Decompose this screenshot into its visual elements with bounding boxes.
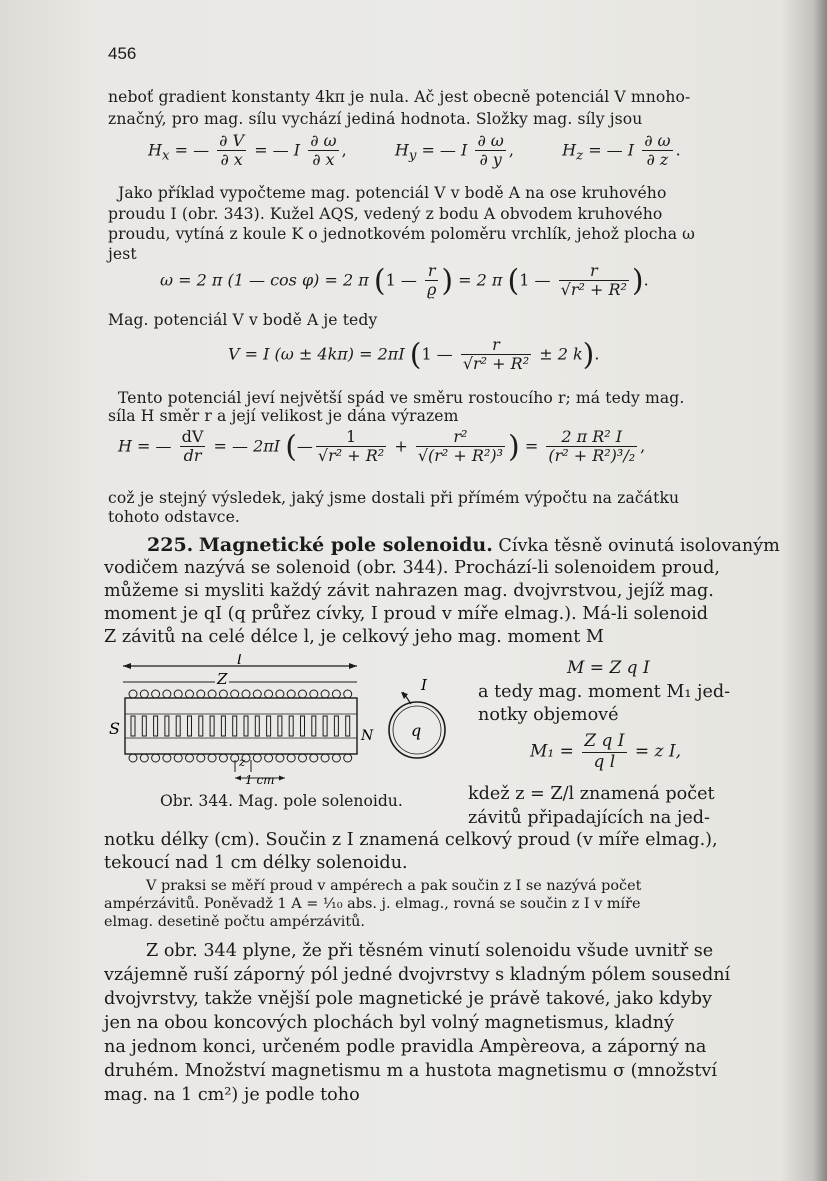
winding-top (186, 690, 194, 698)
winding-bar (233, 716, 237, 736)
coil-winding-bars (131, 716, 350, 736)
winding-bar (278, 716, 282, 736)
label-q: q (411, 721, 422, 740)
winding-bar (301, 716, 305, 736)
winding-bottom (299, 754, 307, 762)
text-line: notku délky (cm). Součin z I znamená celkový proud (v míře elmag.), (104, 830, 718, 850)
winding-bottom (287, 754, 295, 762)
winding-top (344, 690, 352, 698)
winding-bar (255, 716, 259, 736)
winding-top (321, 690, 329, 698)
equation-v: V = I (ω ± 4kπ) = 2πI (1 — $\frac{r}{\text{√r² + R²}}$ ± 2 k). (228, 335, 600, 374)
text-line: moment je qI (q průřez cívky, I proud v míře elmag.). Má-li solenoid (104, 604, 709, 624)
winding-bar (142, 716, 146, 736)
text-line: proudu, vytíná z koule K o jednotkovém poloměru vrchlík, jehož plocha ω (108, 225, 695, 243)
winding-top (299, 690, 307, 698)
text-line: notky objemové (478, 705, 619, 725)
winding-bar (199, 716, 203, 736)
winding-bottom (332, 754, 340, 762)
label-l: l (237, 654, 242, 668)
label-I: I (421, 676, 427, 694)
text-line: tohoto odstavce. (108, 508, 240, 526)
winding-top (231, 690, 239, 698)
page-edge-shadow (781, 0, 827, 1181)
figure-caption: Obr. 344. Mag. pole solenoidu. (160, 792, 403, 810)
coil-top-windings (129, 690, 352, 698)
winding-top (140, 690, 148, 698)
winding-top (265, 690, 273, 698)
text-line: a tedy mag. moment M₁ jed- (478, 682, 731, 702)
winding-bottom (321, 754, 329, 762)
winding-bottom (219, 754, 227, 762)
text-line: závitů připadajících na jed- (468, 808, 710, 828)
text-line: na jednom konci, určeném podle pravidla Ampèreova, a záporný na (104, 1037, 707, 1057)
winding-top (129, 690, 137, 698)
winding-bar (267, 716, 271, 736)
label-S: S (109, 719, 120, 738)
text-line: kdež z = Z/l znamená počet (468, 784, 715, 804)
label-z: z (239, 755, 246, 769)
winding-bar (154, 716, 158, 736)
text-line: elmag. desetině počtu ampérzávitů. (104, 914, 365, 930)
winding-bar (165, 716, 169, 736)
text-line: jen na obou koncových plochách byl volný magnetismus, kladný (104, 1013, 675, 1033)
winding-bottom (276, 754, 284, 762)
winding-bottom (253, 754, 261, 762)
winding-bar (334, 716, 338, 736)
winding-bottom (163, 754, 171, 762)
winding-bar (323, 716, 327, 736)
text-line: jest (108, 245, 137, 263)
winding-top (219, 690, 227, 698)
text-line: tekoucí nad 1 cm délky solenoidu. (104, 853, 408, 873)
winding-top (152, 690, 160, 698)
text-line: druhém. Množství magnetismu m a hustota magnetismu σ (množství (104, 1061, 717, 1081)
section-number: 225. (147, 534, 194, 556)
text-line: můžeme si mysliti každý závit nahrazen mag. dvojvrstvou, jejíž mag. (104, 581, 714, 601)
equation-m1: M₁ = $\frac{\text{Z q I}}{\text{q l}}$ = z I, (530, 731, 682, 772)
equation-components: $H_x$ = — $\frac{\partial V}{\partial x}$ = — I $\frac{\partial \omega}{\partial x}$ , $H_y$ = — I $\frac{\partial \omega}{\partial y}$ , $H_z$ = — I $\frac{\partial \omega}{\partial z}$ . (148, 131, 681, 170)
winding-bar (131, 716, 135, 736)
text-line: proudu I (obr. 343). Kužel AQS, vedený z bodu A obvodem kruhového (108, 205, 663, 223)
winding-bottom (174, 754, 182, 762)
equation-m: M = Z q I (567, 658, 650, 678)
text-line: což je stejný výsledek, jaký jsme dostali při přímém výpočtu na začátku (108, 489, 680, 507)
text-line: Z závitů na celé délce l, je celkový jeho mag. moment M (104, 627, 604, 647)
text-line: Mag. potenciál V v bodě A je tedy (108, 311, 378, 329)
section-title: Magnetické pole solenoidu. (198, 534, 493, 556)
text-line: vodičem nazývá se solenoid (obr. 344). Prochází-li solenoidem proud, (104, 558, 720, 578)
winding-top (310, 690, 318, 698)
winding-bar (210, 716, 214, 736)
equation-h: H = — $\frac{dV}{dr}$ = — 2πI (— $\frac{1}{\text{√r² + R²}}$ + $\frac{\text{r²}}{\text{√(r² + R²)³}}$ ) = $\frac{\text{2 π R² I}}{\text{(r² + R²)³/₂}}$ , (118, 427, 646, 466)
label-N: N (361, 728, 374, 744)
label-Z: Z (217, 670, 228, 688)
winding-top (332, 690, 340, 698)
winding-bottom (310, 754, 318, 762)
winding-top (276, 690, 284, 698)
winding-bar (289, 716, 293, 736)
winding-bottom (265, 754, 273, 762)
winding-bottom (140, 754, 148, 762)
winding-bar (346, 716, 350, 736)
text-line: vzájemně ruší záporný pól jedné dvojvrstvy s kladným pólem sousední (104, 965, 731, 985)
text-line: neboť gradient konstanty 4kπ je nula. Ač jest obecně potenciál V mnoho- (108, 88, 691, 106)
text-line: dvojvrstvy, takže vnější pole magnetické je právě takové, jako kdyby (104, 989, 712, 1009)
text-line: Jako příklad vypočteme mag. potenciál V v bodě A na ose kruhového (118, 184, 667, 202)
winding-top (174, 690, 182, 698)
solenoid-figure (105, 654, 455, 794)
winding-bottom (186, 754, 194, 762)
winding-top (253, 690, 261, 698)
winding-top (197, 690, 205, 698)
text-line: Z obr. 344 plyne, že při těsném vinutí solenoidu všude uvnitř se (146, 941, 714, 961)
winding-top (163, 690, 171, 698)
winding-bottom (129, 754, 137, 762)
winding-bottom (344, 754, 352, 762)
winding-bar (176, 716, 180, 736)
winding-bar (244, 716, 248, 736)
winding-top (208, 690, 216, 698)
winding-top (287, 690, 295, 698)
winding-bottom (152, 754, 160, 762)
winding-bar (188, 716, 192, 736)
equation-omega: ω = 2 π (1 — cos φ) = 2 π (1 — $\frac{r}{ϱ}$ ) = 2 π (1 — $\frac{r}{\text{√r² + R²}}$ ). (160, 261, 649, 300)
text-line: značný, pro mag. sílu vychází jediná hodnota. Složky mag. síly jsou (108, 110, 643, 128)
text-line: V praksi se měří proud v ampérech a pak součin z I se nazývá počet (146, 878, 642, 894)
text-line: Tento potenciál jeví největší spád ve směru rostoucího r; má tedy mag. (118, 389, 685, 407)
winding-top (242, 690, 250, 698)
label-1cm: 1 cm (245, 773, 275, 787)
text-line: síla H směr r a její velikost je dána výrazem (108, 407, 459, 425)
text-line: mag. na 1 cm²) je podle toho (104, 1085, 360, 1105)
text-line: ampérzávitů. Poněvadž 1 A = ¹⁄₁₀ abs. j. elmag., rovná se součin z I v míře (104, 896, 641, 912)
winding-bar (221, 716, 225, 736)
winding-bottom (208, 754, 216, 762)
winding-bar (312, 716, 316, 736)
winding-bottom (197, 754, 205, 762)
section-heading-line: 225. Magnetické pole solenoidu. Cívka těsně ovinutá isolovaným (147, 534, 780, 556)
page-number: 456 (108, 44, 137, 63)
